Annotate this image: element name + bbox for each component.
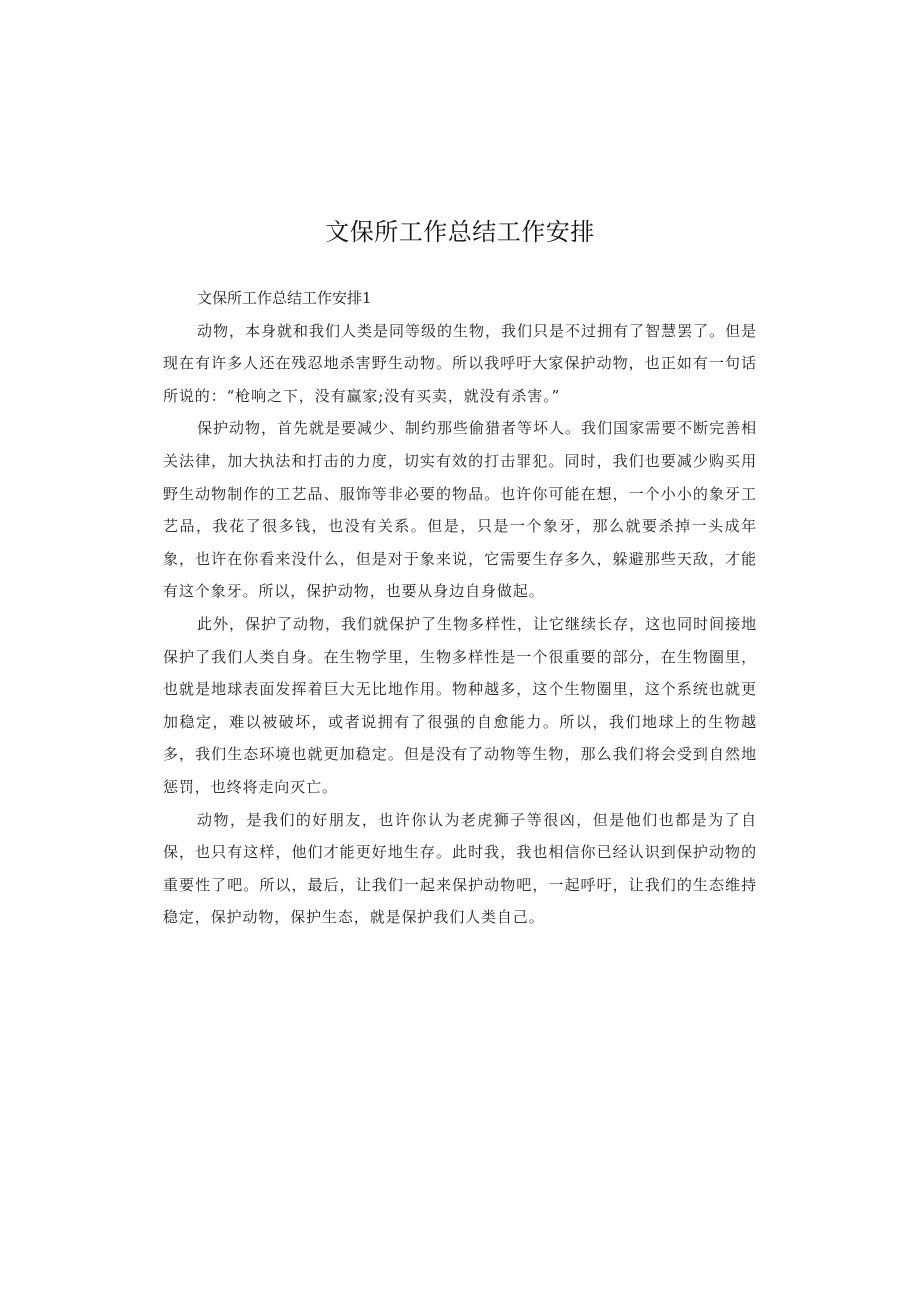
document-subtitle: 文保所工作总结工作安排1: [197, 289, 372, 307]
document-title: 文保所工作总结工作安排: [325, 218, 595, 246]
document-body: [163, 282, 757, 934]
body-paragraph: 动物，是我们的好朋友，也许你认为老虎狮子等很凶，但是他们也都是为了自保，也只有这样，他们才能更好地生存。此时我，我也相信你已经认识到保护动物的重要性了吧。所以，最后，让我们一起来保护动物吧，一起呼吁，让我们的生态维持稳定，保护动物，保护生态，就是保护我们人类自己。: [163, 810, 757, 927]
body-paragraph: 保护动物，首先就是要减少、制约那些偷猎者等坏人。我们国家需要不断完善相关法律，加大执法和打击的力度，切实有效的打击罪犯。同时，我们也要减少购买用野生动物制作的工艺品、服饰等非必要的物品。也许你可能在想，一个小小的象牙工艺品，我花了很多钱，也没有关系。但是，只是一个象牙，那么就要杀掉一头成年象，也许在你看来没什么，但是对于象来说，它需要生存多久，躲避那些天敌，才能有这个象牙。所以，保护动物，也要从身边自身做起。: [163, 419, 757, 601]
body-paragraph: 此外，保护了动物，我们就保护了生物多样性，让它继续长存，这也同时间接地保护了我们人类自身。在生物学里，生物多样性是一个很重要的部分，在生物圈里，也就是地球表面发挥着巨大无比地作用。物种越多，这个生物圈里，这个系统也就更加稳定，难以被破坏，或者说拥有了很强的自愈能力。所以，我们地球上的生物越多，我们生态环境也就更加稳定。但是没有了动物等生物，那么我们将会受到自然地惩罚，也终将走向灭亡。: [163, 614, 757, 796]
body-paragraph: 动物，本身就和我们人类是同等级的生物，我们只是不过拥有了智慧罢了。但是现在有许多人还在残忍地杀害野生动物。所以我呼吁大家保护动物，也正如有一句话所说的：“枪响之下，没有赢家;没有买卖，就没有杀害。”: [163, 321, 757, 405]
